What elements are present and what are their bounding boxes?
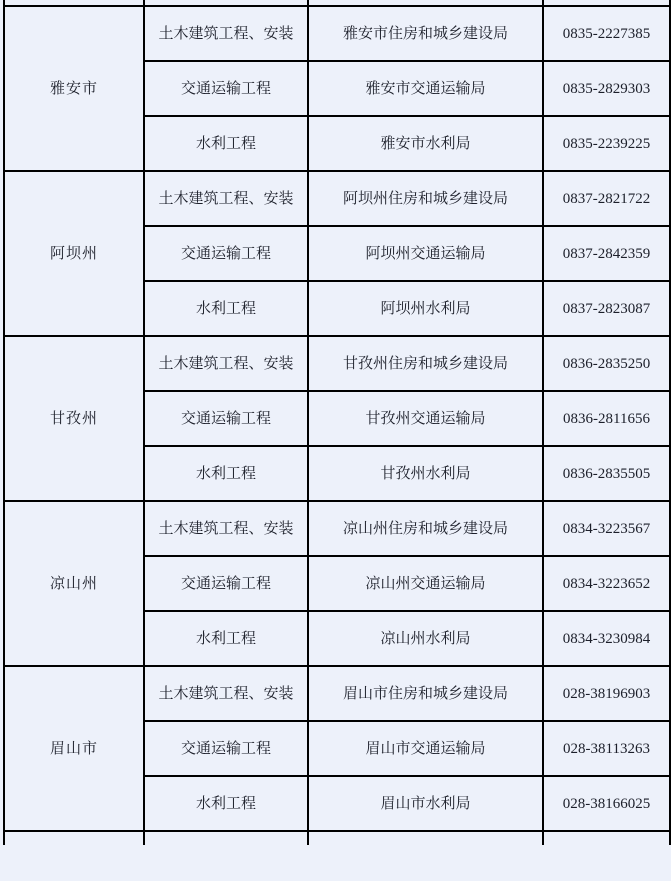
category-cell: 交通运输工程: [144, 226, 308, 281]
department-cell: 凉山州水利局: [308, 611, 543, 666]
department-cell: 甘孜州水利局: [308, 446, 543, 501]
contact-table: [3, 0, 671, 845]
department-cell: 阿坝州住房和城乡建设局: [308, 171, 543, 226]
city-cell: 阿坝州: [4, 171, 144, 336]
category-cell: 水利工程: [144, 446, 308, 501]
department-cell: 眉山市水利局: [308, 776, 543, 831]
phone-cell: 0836-2811656: [543, 391, 670, 446]
empty-cell: [4, 831, 144, 845]
phone-cell: 0837-2842359: [543, 226, 670, 281]
phone-cell: 0837-2821722: [543, 171, 670, 226]
phone-cell: 0835-2227385: [543, 6, 670, 61]
phone-cell: 028-38166025: [543, 776, 670, 831]
category-cell: 水利工程: [144, 611, 308, 666]
table-row: [4, 6, 670, 61]
phone-cell: 0834-3230984: [543, 611, 670, 666]
phone-cell: 0837-2823087: [543, 281, 670, 336]
category-cell: 交通运输工程: [144, 721, 308, 776]
empty-cell: [308, 831, 543, 845]
category-cell: 土木建筑工程、安装: [144, 6, 308, 61]
category-cell: 土木建筑工程、安装: [144, 171, 308, 226]
category-cell: 水利工程: [144, 116, 308, 171]
category-cell: 交通运输工程: [144, 61, 308, 116]
category-cell: 土木建筑工程、安装: [144, 666, 308, 721]
table-row: [4, 171, 670, 226]
department-cell: 凉山州住房和城乡建设局: [308, 501, 543, 556]
phone-cell: 0834-3223567: [543, 501, 670, 556]
category-cell: 土木建筑工程、安装: [144, 336, 308, 391]
empty-cell: [144, 831, 308, 845]
department-cell: 阿坝州交通运输局: [308, 226, 543, 281]
table-row: [4, 336, 670, 391]
department-cell: 雅安市水利局: [308, 116, 543, 171]
department-cell: 凉山州交通运输局: [308, 556, 543, 611]
city-cell: 甘孜州: [4, 336, 144, 501]
phone-cell: 0836-2835250: [543, 336, 670, 391]
department-cell: 眉山市交通运输局: [308, 721, 543, 776]
category-cell: 土木建筑工程、安装: [144, 501, 308, 556]
category-cell: 交通运输工程: [144, 391, 308, 446]
phone-cell: 028-38113263: [543, 721, 670, 776]
phone-cell: 028-38196903: [543, 666, 670, 721]
city-cell: 凉山州: [4, 501, 144, 666]
category-cell: 水利工程: [144, 281, 308, 336]
category-cell: 交通运输工程: [144, 556, 308, 611]
category-cell: 水利工程: [144, 776, 308, 831]
department-cell: 甘孜州住房和城乡建设局: [308, 336, 543, 391]
phone-cell: 0835-2239225: [543, 116, 670, 171]
table-row: [4, 501, 670, 556]
city-cell: 雅安市: [4, 6, 144, 171]
city-cell: 眉山市: [4, 666, 144, 831]
department-cell: 甘孜州交通运输局: [308, 391, 543, 446]
department-cell: 阿坝州水利局: [308, 281, 543, 336]
department-cell: 眉山市住房和城乡建设局: [308, 666, 543, 721]
department-cell: 雅安市住房和城乡建设局: [308, 6, 543, 61]
phone-cell: 0835-2829303: [543, 61, 670, 116]
phone-cell: 0836-2835505: [543, 446, 670, 501]
partial-row-bottom: [4, 831, 670, 845]
department-cell: 雅安市交通运输局: [308, 61, 543, 116]
phone-cell: 0834-3223652: [543, 556, 670, 611]
empty-cell: [543, 831, 670, 845]
table-row: [4, 666, 670, 721]
